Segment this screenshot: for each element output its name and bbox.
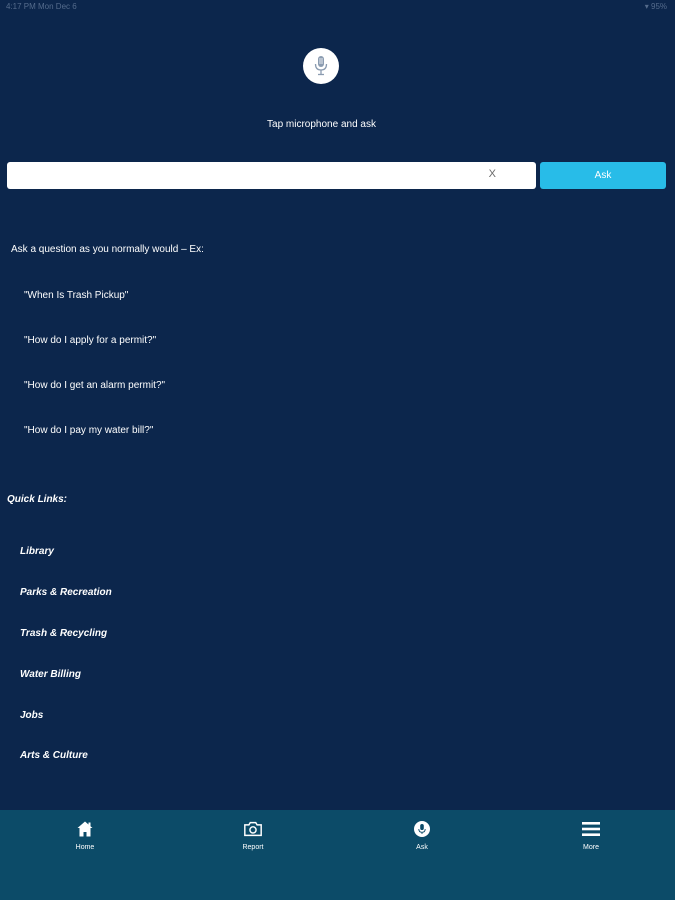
tab-ask-label: Ask	[416, 844, 428, 851]
example-item: "How do I get an alarm permit?"	[24, 380, 166, 391]
quick-link-library[interactable]: Library	[20, 546, 54, 557]
ask-button[interactable]: Ask	[540, 162, 666, 189]
quick-link-trash-recycling[interactable]: Trash & Recycling	[20, 628, 108, 639]
tab-report[interactable]	[213, 818, 293, 851]
example-item: "How do I pay my water bill?"	[24, 425, 154, 436]
example-item: "When Is Trash Pickup"	[24, 290, 129, 301]
quick-link-jobs[interactable]: Jobs	[20, 710, 44, 721]
tab-ask[interactable]	[382, 818, 462, 851]
tab-home[interactable]	[45, 818, 125, 851]
camera-icon	[243, 818, 263, 840]
tab-more[interactable]	[551, 818, 631, 851]
menu-icon	[581, 818, 601, 840]
status-time: 4:17 PM Mon Dec 6	[6, 2, 77, 11]
example-item: "How do I apply for a permit?"	[24, 335, 157, 346]
tab-report-label: Report	[242, 844, 264, 851]
clear-button[interactable]: X	[488, 168, 496, 180]
tab-home-label: Home	[75, 844, 95, 851]
search-input[interactable]	[7, 162, 477, 189]
tab-bar	[0, 810, 675, 900]
status-bar	[0, 0, 675, 14]
voice-prompt: Tap microphone and ask	[267, 119, 376, 130]
quick-link-parks-recreation[interactable]: Parks & Recreation	[20, 587, 112, 598]
quick-link-water-billing[interactable]: Water Billing	[20, 669, 81, 680]
tab-more-label: More	[583, 844, 599, 851]
home-icon	[75, 818, 95, 840]
quick-link-arts-culture[interactable]: Arts & Culture	[20, 750, 88, 761]
microphone-icon	[412, 818, 432, 840]
microphone-button[interactable]	[303, 48, 339, 84]
status-battery: ▾ 95%	[644, 2, 667, 11]
microphone-icon	[312, 55, 330, 77]
search-box	[7, 162, 536, 189]
quick-links-heading: Quick Links:	[7, 494, 68, 505]
examples-heading: Ask a question as you normally would – Ex:	[11, 244, 204, 255]
